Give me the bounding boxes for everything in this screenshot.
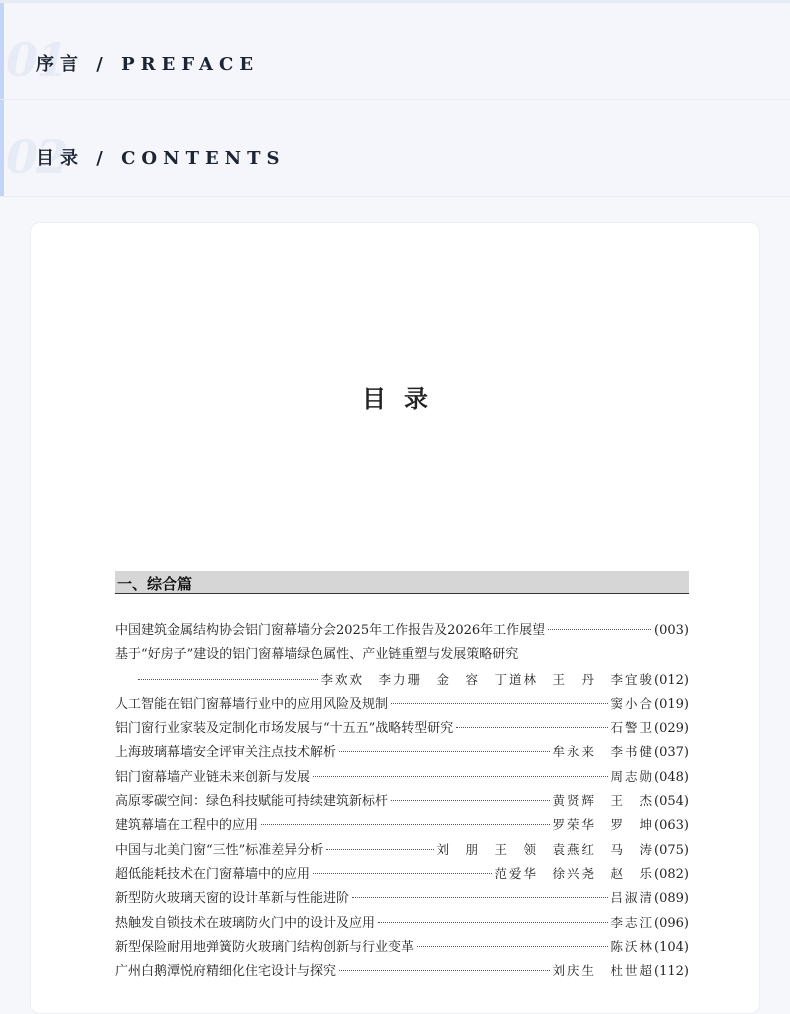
entry-authors: 周志勋: [610, 768, 655, 784]
entry-page: (037): [654, 745, 689, 761]
entry-title: 铝门窗幕墙产业链未来创新与发展: [115, 769, 311, 785]
leader-dots: [417, 946, 608, 947]
toc-entry[interactable]: [115, 789, 689, 813]
toc-entry[interactable]: [115, 765, 689, 789]
entry-page: (063): [654, 818, 689, 834]
entry-page: (104): [654, 939, 689, 955]
section-preface[interactable]: [0, 3, 790, 100]
toc-entry[interactable]: [115, 935, 689, 959]
toc-entry[interactable]: [115, 643, 689, 667]
entry-title: 上海玻璃幕墙安全评审关注点技术解析: [115, 745, 337, 761]
toc-entry[interactable]: [115, 886, 689, 910]
entry-authors: 刘 朋 王 领 袁燕红 马 涛: [436, 841, 655, 857]
entry-authors: 石警卫: [610, 720, 655, 736]
entry-authors: 李志江: [610, 914, 655, 930]
category-label: 一、综合篇: [117, 575, 193, 593]
entry-page: (096): [654, 915, 689, 931]
leader-dots: [456, 727, 607, 728]
toc-entry[interactable]: [115, 740, 689, 764]
leader-dots: [339, 751, 550, 752]
section-title: 目录 / CONTENTS: [36, 148, 286, 169]
toc-entry[interactable]: [115, 619, 689, 643]
toc-entry[interactable]: [115, 959, 689, 983]
leader-dots: [313, 776, 608, 777]
leader-dots: [548, 629, 651, 630]
category-heading: [115, 571, 689, 593]
section-number: 02: [6, 130, 67, 184]
entry-title: 中国与北美门窗“三性”标准差异分析: [115, 842, 324, 858]
entry-authors: 李欢欢 李力珊 金 容 丁道林 王 丹 李宜骏: [320, 671, 655, 687]
toc-entry[interactable]: [115, 911, 689, 935]
section-accent-bar: [0, 100, 4, 196]
section-number: 01: [6, 33, 67, 87]
leader-dots: [261, 824, 550, 825]
leader-dots: [391, 800, 550, 801]
entry-authors: 范爱华 徐兴尧 赵 乐: [494, 865, 655, 881]
entry-title: 基于“好房子”建设的铝门窗幕墙绿色属性、产业链重塑与发展策略研究: [115, 647, 519, 663]
section-accent-bar: [0, 3, 4, 99]
entry-page: (082): [654, 866, 689, 882]
entry-page: (089): [654, 891, 689, 907]
entry-page: (029): [654, 721, 689, 737]
document-page: [30, 222, 760, 1014]
toc-entry[interactable]: [115, 862, 689, 886]
entry-title: 铝门窗行业家装及定制化市场发展与“十五五”战略转型研究: [115, 721, 454, 737]
toc-entry-continuation[interactable]: [115, 668, 689, 692]
leader-dots: [313, 873, 492, 874]
toc-list: [115, 619, 689, 983]
toc-entry[interactable]: [115, 838, 689, 862]
entry-authors: 窦小合: [610, 695, 655, 711]
leader-dots: [391, 703, 608, 704]
entry-authors: 吕淑清: [610, 890, 655, 906]
document-title: 目录: [362, 385, 446, 413]
entry-title: 超低能耗技术在门窗幕墙中的应用: [115, 866, 311, 882]
leader-dots: [352, 897, 608, 898]
category-rule: [115, 593, 689, 594]
toc-entry[interactable]: [115, 692, 689, 716]
entry-authors: 陈沃林: [610, 938, 655, 954]
leader-dots: [138, 679, 318, 680]
leader-dots: [326, 849, 433, 850]
entry-authors: 罗荣华 罗 坤: [552, 817, 655, 833]
entry-authors: 黄贤辉 王 杰: [552, 793, 655, 809]
toc-entry[interactable]: [115, 813, 689, 837]
entry-page: (112): [654, 964, 689, 980]
entry-page: (003): [654, 623, 689, 638]
entry-title: 广州白鹅潭悦府精细化住宅设计与探究: [115, 964, 337, 980]
leader-dots: [378, 922, 608, 923]
entry-page: (019): [654, 696, 689, 712]
section-contents[interactable]: [0, 100, 790, 197]
entry-title: 热触发自锁技术在玻璃防火门中的设计及应用: [115, 915, 376, 931]
entry-authors: 刘庆生 杜世超: [552, 963, 655, 979]
entry-title: 建筑幕墙在工程中的应用: [115, 818, 259, 834]
entry-page: (054): [654, 794, 689, 810]
leader-dots: [339, 970, 550, 971]
entry-authors: 牟永来 李书健: [552, 744, 655, 760]
entry-page: (012): [654, 672, 689, 688]
entry-page: (075): [654, 842, 689, 858]
entry-title: 新型保险耐用地弹簧防火玻璃门结构创新与行业变革: [115, 939, 415, 955]
entry-page: (048): [654, 769, 689, 785]
entry-title: 中国建筑金属结构协会铝门窗幕墙分会2025年工作报告及2026年工作展望: [115, 623, 546, 638]
entry-title: 高原零碳空间：绿色科技赋能可持续建筑新标杆: [115, 794, 389, 810]
entry-title: 新型防火玻璃天窗的设计革新与性能进阶: [115, 891, 350, 907]
toc-entry[interactable]: [115, 716, 689, 740]
section-title: 序言 / PREFACE: [36, 54, 260, 75]
entry-title: 人工智能在铝门窗幕墙行业中的应用风险及规制: [115, 696, 389, 712]
